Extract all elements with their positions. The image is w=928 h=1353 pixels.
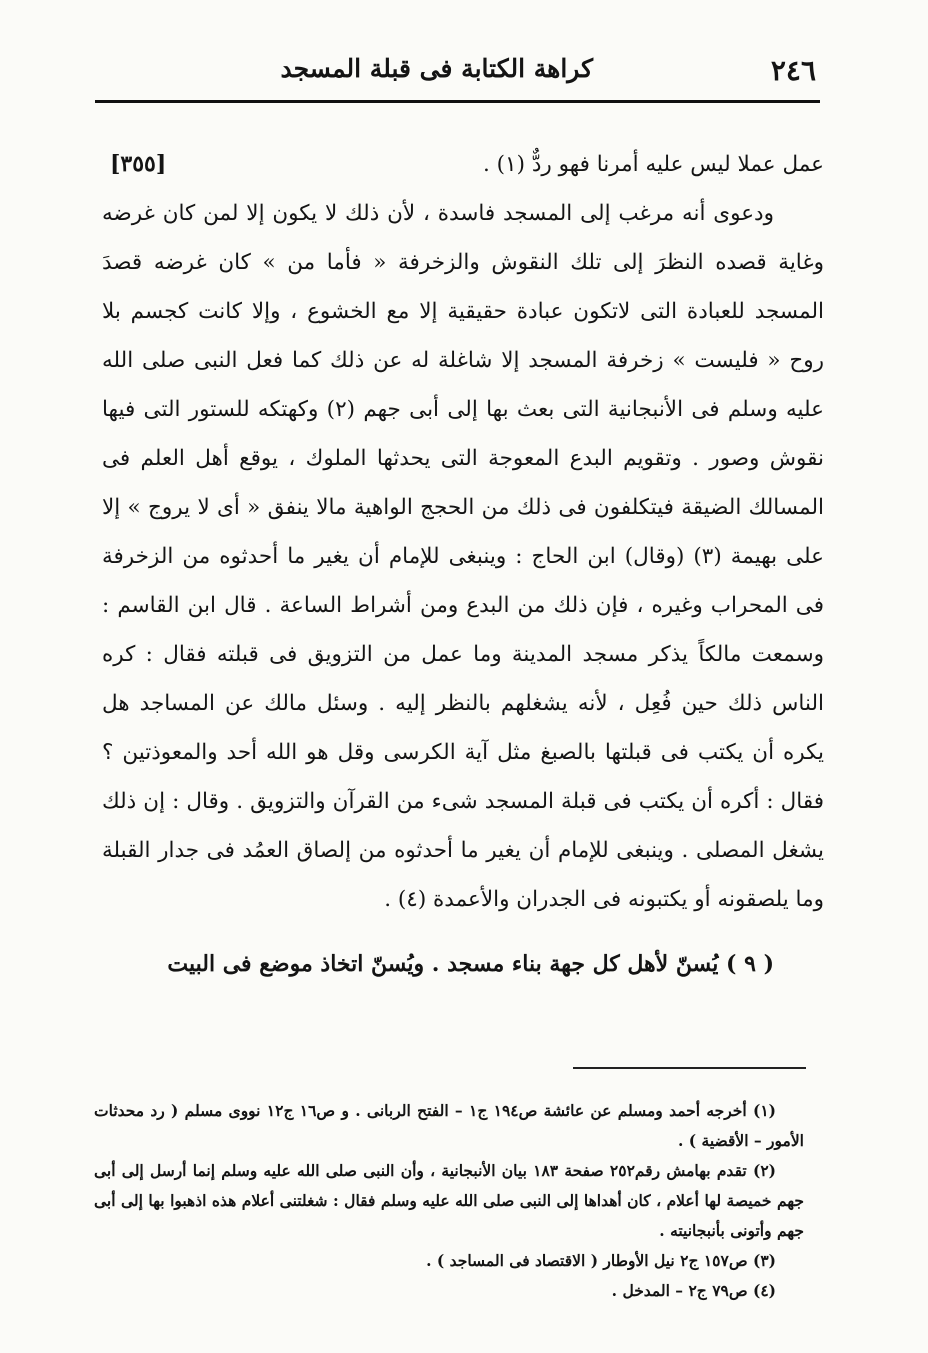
main-paragraph: ودعوى أنه مرغب إلى المسجد فاسدة ، لأن ذلك لا يكون إلا لمن كان غرضه وغاية قصده النظرَ إلى تلك النقوش والزخرفة « فأما من » كان غرضه قصدَ المسجد للعبادة التى لاتكون عبادة حقيقية إلا مع الخشوع ، وإلا كانت كجسم بلا روح « فليست » زخرفة المسجد إلا شاغلة له عن ذلك كما فعل النبى صلى الله عليه وسلم فى الأنبجانية التى بعث بها إلى أبى جهم (٢) وكهتكه للستور التى فيها نقوش وصور . وتقويم البدع المعوجة التى يحدثها الملوك ، يوقع أهل العلم فى المسالك الضيقة فيتكلفون فى ذلك من الحجج الواهية مالا ينفق « أى لا يروج » إلا على بهيمة (٣) (وقال) ابن الحاج : وينبغى للإمام أن يغير ما أحدثوه من الزخرفة فى المحراب وغيره ، فإن ذلك من البدع ومن أشراط الساعة . قال ابن القاسم : وسمعت مالكاً يذكر مسجد المدينة وما عمل من التزويق فى قبلته فقال : كره الناس ذلك حين فُعِل ، لأنه يشغلهم بالنظر إليه . وسئل مالك عن المساجد هل يكره أن يكتب فى قبلتها بالصبغ مثل آية الكرسى وقل هو الله أحد والمعوذتين ؟ فقال : أكره أن يكتب فى قبلة المسجد شىء من القرآن والتزويق . وقال : إن ذلك يشغل المصلى . وينبغى للإمام أن يغير ما أحدثوه من إلصاق العمُد فى جدار القبلة وما يلصقونه أو يكتبونه فى الجدران والأعمدة (٤) . — [102, 201, 825, 912]
footnote-4: (٤) ص٧٩ ج٢ – المدخل . — [611, 1281, 776, 1300]
page-number: ٢٤٦ — [770, 54, 816, 87]
section-paragraph: ( ٩ ) يُسنّ لأهل كل جهة بناء مسجد . ويُسنّ اتخاذ موضع فى البيت — [167, 951, 774, 977]
opening-line — [102, 140, 824, 189]
footnote-2: (٢) تقدم بهامش رقم٢٥٢ صفحة ١٨٣ بيان الأنبجانية ، وأن النبى صلى الله عليه وسلم إنما أرسل إلى أبى جهم خميصة لها أعلام ، كان أهداها إلى النبى صلى الله عليه وسلم فقال : شغلتنى أعلام هذه اذهبوا بها إلى أبى جهم وأتونى بأنبجانيته . — [94, 1161, 804, 1240]
header-rule — [95, 100, 820, 103]
reference-number: [٣٥٥] — [110, 151, 167, 177]
running-title: كراهة الكتابة فى قبلة المسجد — [280, 54, 593, 83]
footnote-3: (٣) ص١٥٧ ج٢ نيل الأوطار ( الاقتصاد فى المساجد ) . — [426, 1251, 776, 1270]
body-text — [102, 140, 824, 989]
footnote-1: (١) أخرجه أحمد ومسلم عن عائشة ص١٩٤ ج١ – الفتح الربانى . و ص١٦ ج١٢ نووى مسلم ( رد محدثات الأمور – الأقضية ) . — [94, 1101, 804, 1150]
page-header — [100, 50, 828, 94]
opening-line-text: عمل عملا ليس عليه أمرنا فهو ردٌّ (١) . — [482, 152, 824, 177]
footnotes — [94, 1096, 804, 1306]
footnote-rule — [573, 1067, 806, 1069]
